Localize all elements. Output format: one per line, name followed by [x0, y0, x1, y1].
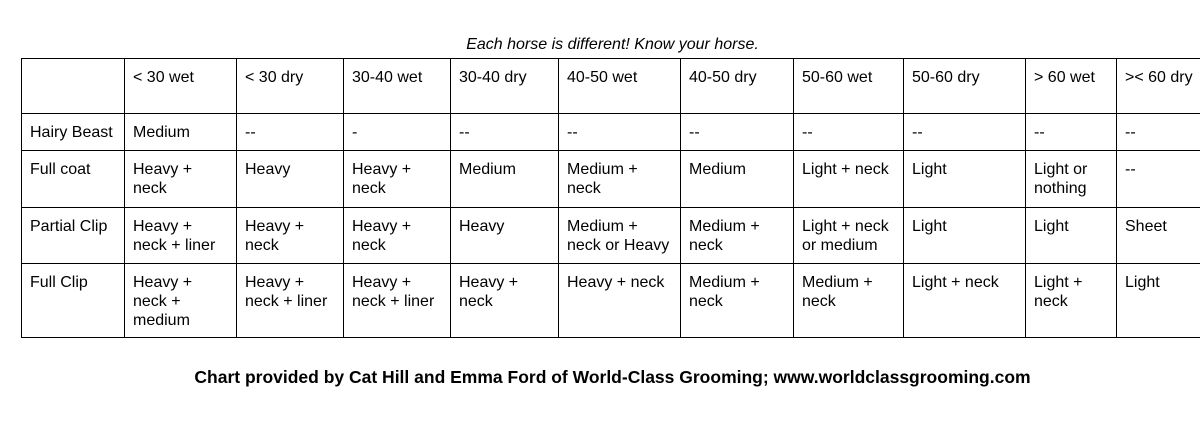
table-cell: Heavy	[451, 208, 559, 264]
row-label: Hairy Beast	[22, 114, 125, 151]
table-cell: Light + neck or medium	[794, 208, 904, 264]
header-cell: 30-40 dry	[451, 59, 559, 114]
table-cell: Medium + neck	[559, 151, 681, 208]
header-cell: >< 60 dry	[1117, 59, 1200, 114]
blanket-chart-table	[21, 58, 1200, 338]
chart-credit: Chart provided by Cat Hill and Emma Ford of World-Class Grooming; www.worldclassgrooming.com	[194, 367, 1031, 387]
table-cell: --	[451, 114, 559, 151]
table-cell: Light + neck	[904, 264, 1026, 338]
table-cell: Light	[904, 151, 1026, 208]
table-cell: Light or nothing	[1026, 151, 1117, 208]
header-cell: > 60 wet	[1026, 59, 1117, 114]
header-cell: < 30 dry	[237, 59, 344, 114]
table-cell: --	[681, 114, 794, 151]
table-cell: Heavy + neck + liner	[344, 264, 451, 338]
row-label: Full Clip	[22, 264, 125, 338]
table-row	[22, 151, 1200, 208]
row-label: Full coat	[22, 151, 125, 208]
header-cell: 50-60 wet	[794, 59, 904, 114]
table-cell: --	[237, 114, 344, 151]
table-cell: Light	[1026, 208, 1117, 264]
table-cell: --	[794, 114, 904, 151]
table-cell: Medium	[681, 151, 794, 208]
table-cell: --	[559, 114, 681, 151]
header-cell: 30-40 wet	[344, 59, 451, 114]
table-cell: Heavy + neck	[125, 151, 237, 208]
table-row	[22, 264, 1200, 338]
table-cell: Heavy + neck	[451, 264, 559, 338]
table-cell: Medium + neck	[794, 264, 904, 338]
table-cell: --	[1117, 151, 1200, 208]
table-cell: Heavy + neck + liner	[237, 264, 344, 338]
table-cell: --	[1117, 114, 1200, 151]
table-cell: Medium	[451, 151, 559, 208]
table-cell: Heavy + neck + liner	[125, 208, 237, 264]
table-cell: Light	[1117, 264, 1200, 338]
table-cell: -	[344, 114, 451, 151]
header-cell: < 30 wet	[125, 59, 237, 114]
table-cell: Sheet	[1117, 208, 1200, 264]
header-corner	[22, 59, 125, 114]
table-cell: Heavy + neck + medium	[125, 264, 237, 338]
table-cell: Medium + neck	[681, 264, 794, 338]
table-cell: --	[904, 114, 1026, 151]
table-cell: Light	[904, 208, 1026, 264]
table-row	[22, 114, 1200, 151]
table-cell: Heavy	[237, 151, 344, 208]
table-cell: Heavy + neck	[237, 208, 344, 264]
row-label: Partial Clip	[22, 208, 125, 264]
table-cell: Medium + neck or Heavy	[559, 208, 681, 264]
table-cell: Medium + neck	[681, 208, 794, 264]
table-row	[22, 208, 1200, 264]
table-cell: --	[1026, 114, 1117, 151]
header-cell: 40-50 dry	[681, 59, 794, 114]
table-cell: Heavy + neck	[344, 208, 451, 264]
table-cell: Light + neck	[1026, 264, 1117, 338]
table-cell: Heavy + neck	[344, 151, 451, 208]
table-cell: Medium	[125, 114, 237, 151]
header-cell: 50-60 dry	[904, 59, 1026, 114]
header-cell: 40-50 wet	[559, 59, 681, 114]
header-row	[22, 59, 1200, 114]
table-cell: Light + neck	[794, 151, 904, 208]
table-caption: Each horse is different! Know your horse.	[466, 36, 759, 53]
table-cell: Heavy + neck	[559, 264, 681, 338]
